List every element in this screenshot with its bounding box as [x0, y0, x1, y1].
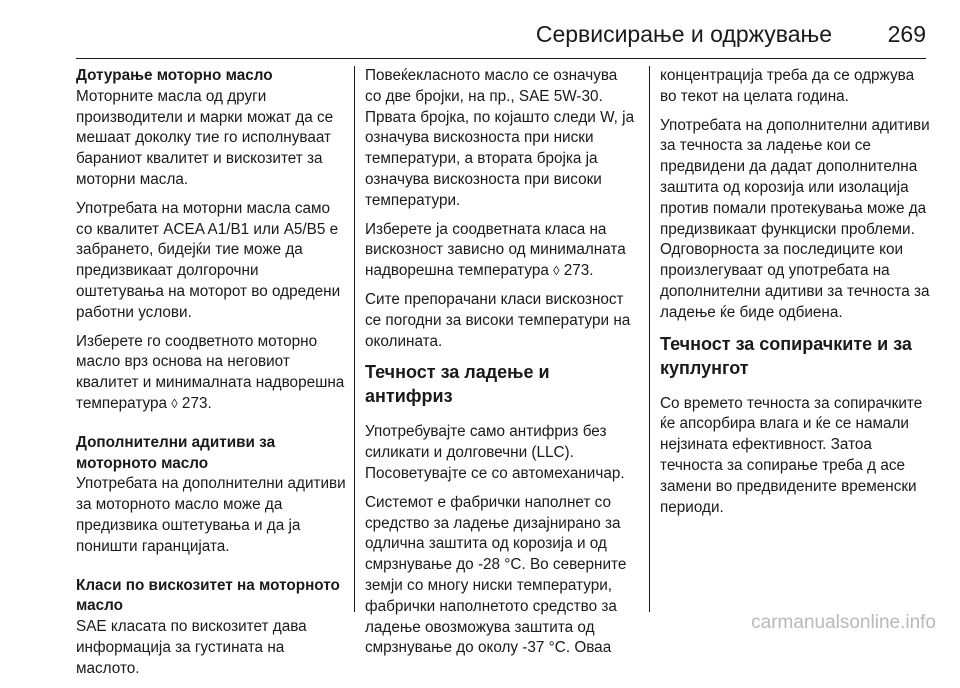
paragraph: SAE класата по вискозитет дава информација за густината на маслото. — [76, 618, 307, 677]
page-reference[interactable]: 273. — [559, 262, 594, 280]
page-number: 269 — [887, 21, 926, 47]
column-left — [76, 66, 348, 688]
paragraph-text: Изберете ја соодветната класа на вискозност зависно од минималната надворешна температура — [365, 220, 626, 280]
heading-topping-up-oil: Дотурање моторно масло — [76, 67, 273, 84]
watermark: carmanualsonline.info — [751, 612, 936, 633]
paragraph: Употребата на дополнителни адитиви за моторното масло може да предизвика оштетувања и да ја поништи гаранцијата. — [76, 475, 346, 555]
paragraph — [365, 220, 637, 282]
paragraph: Моторните масла од други производители и марки можат да се мешаат доколку тие го исполнуваат бараниот квалитет и вискозитет за моторни масла. — [76, 87, 334, 188]
paragraph: Со времето течноста за сопирачките ќе апсорбира влага и ќе се намали нејзината ефективност. Затоа течноста за сопирање треба д асе замени во предвидените временски периоди. — [660, 394, 923, 516]
paragraph: Употребувајте само антифриз без силикати и долговечни (LLC). Посоветувајте се со автомеханичар. — [365, 423, 625, 482]
paragraph: Употребата на дополнителни адитиви за течноста за ладење кои се предвидени да дадат дополнителна заштита од корозија или изолација против помали протекувања може да предизвикаат функциски проблеми. Одговорноста за последиците кои произлегуваат од употребата на дополнителни адитиви за течноста за ладење ќе биде одбиена. — [660, 116, 930, 321]
column-divider — [649, 66, 650, 612]
column-divider — [354, 66, 355, 612]
heading-brake-clutch-fluid: Течност за сопирачките и за куплунгот — [660, 333, 912, 378]
heading-coolant-antifreeze: Течност за ладење и антифриз — [365, 362, 550, 407]
paragraph — [76, 332, 348, 415]
heading-oil-additives: Дополнителни адитиви за моторното масло — [76, 433, 276, 472]
paragraph: Употребата на моторни масла само со квалитет ACEA A1/B1 или A5/B5 е забрането, бидејќи тие може да предизвикаат долгорочни оштетувања на моторот во одредени работни услови. — [76, 199, 341, 321]
page-header — [76, 0, 926, 59]
paragraph: Системот е фабрички наполнет со средство за ладење дизајнирано за одлична заштита од корозија и од смрзнување до -28 °C. Во северните земји со многу ниски температури, фабрички наполнетото средство за ладење овозможува заштита од смрзнување до околу -37 °C. Оваа — [365, 493, 627, 657]
page-reference[interactable]: 273. — [177, 394, 212, 412]
column-middle — [365, 66, 637, 667]
paragraph-text: Изберете го соодветното моторно масло врз основа на неговиот квалитет и минималната надворешна температура — [76, 332, 345, 412]
page-reference-arrow-icon: ◊ — [553, 263, 560, 279]
column-right — [660, 66, 932, 526]
page-reference-arrow-icon: ◊ — [171, 395, 178, 411]
paragraph: Сите препорачани класи вискозност се погодни за високи температури на околината. — [365, 290, 631, 350]
heading-viscosity-grades: Класи по вискозитет на моторното масло — [76, 576, 340, 615]
paragraph: Повеќекласното масло се означува со две бројки, на пр., SAE 5W-30. Првата бројка, по којашто следи W, ја означува вискозноста при ниски температури, а втората бројка ја означува вискозноста при високи температури. — [365, 67, 635, 209]
page-title: Сервисирање и одржување — [535, 21, 832, 47]
paragraph: концентрација треба да се одржува во текот на целата година. — [660, 67, 915, 105]
